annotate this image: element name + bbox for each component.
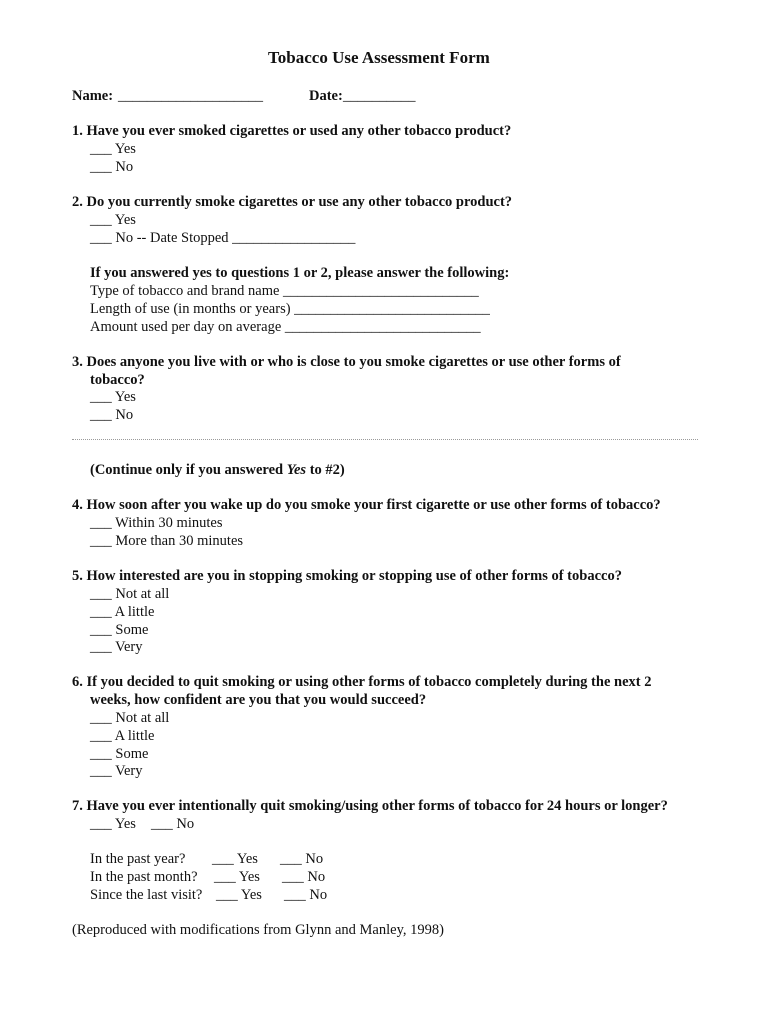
amount-per-day-field[interactable]: Amount used per day on average ___________________________ [90, 319, 481, 335]
last-visit-no[interactable]: ___ No [284, 887, 328, 903]
q2-option-yes[interactable]: ___ Yes [90, 212, 136, 228]
q6-option-a-little[interactable]: ___ A little [90, 728, 155, 744]
last-visit-yes[interactable]: ___ Yes [216, 887, 262, 903]
date-field[interactable]: __________ [343, 88, 416, 104]
q4-option-within-30[interactable]: ___ Within 30 minutes [90, 515, 223, 531]
past-year-label: In the past year? [90, 851, 186, 867]
tobacco-type-field[interactable]: Type of tobacco and brand name ___________________________ [90, 283, 479, 299]
date-label: Date: [309, 88, 343, 104]
q5-option-not-at-all[interactable]: ___ Not at all [90, 586, 170, 602]
past-year-yes[interactable]: ___ Yes [212, 851, 258, 867]
q5-option-some[interactable]: ___ Some [90, 622, 149, 638]
continue-note-after: to #2) [306, 462, 345, 478]
q6-option-some[interactable]: ___ Some [90, 746, 149, 762]
question-3: 3. Does anyone you live with or who is close to you smoke cigarettes or use other forms of [72, 354, 621, 370]
q3-option-no[interactable]: ___ No [90, 407, 134, 423]
continue-note [90, 461, 345, 479]
continue-note-italic: Yes [286, 462, 307, 478]
question-7: 7. Have you ever intentionally quit smoking/using other forms of tobacco for 24 hours or longer? [72, 798, 668, 814]
last-visit-label: Since the last visit? [90, 887, 203, 903]
question-3-continued: tobacco? [90, 372, 145, 388]
continue-note-before: (Continue only if you answered [90, 462, 287, 478]
length-of-use-field[interactable]: Length of use (in months or years) ___________________________ [90, 301, 490, 317]
past-month-yes[interactable]: ___ Yes [214, 869, 260, 885]
form-title: Tobacco Use Assessment Form [268, 48, 490, 67]
q1-option-yes[interactable]: ___ Yes [90, 141, 136, 157]
name-field[interactable]: ____________________ [118, 88, 263, 104]
question-2: 2. Do you currently smoke cigarettes or use any other tobacco product? [72, 194, 513, 210]
q5-option-very[interactable]: ___ Very [90, 639, 143, 655]
q1-option-no[interactable]: ___ No [90, 159, 134, 175]
question-6-continued: weeks, how confident are you that you would succeed? [90, 692, 427, 708]
q2-option-no-date-stopped[interactable]: ___ No -- Date Stopped _________________ [90, 230, 356, 246]
citation: (Reproduced with modifications from Glynn and Manley, 1998) [72, 922, 444, 938]
past-month-label: In the past month? [90, 869, 198, 885]
question-6: 6. If you decided to quit smoking or using other forms of tobacco completely during the next 2 [72, 674, 652, 690]
q3-option-yes[interactable]: ___ Yes [90, 389, 136, 405]
past-year-no[interactable]: ___ No [280, 851, 324, 867]
q4-option-more-than-30[interactable]: ___ More than 30 minutes [90, 533, 244, 549]
q6-option-very[interactable]: ___ Very [90, 763, 143, 779]
dotted-divider [72, 439, 698, 440]
q7-option-no[interactable]: ___ No [151, 816, 195, 832]
name-label: Name: [72, 88, 114, 104]
past-month-no[interactable]: ___ No [282, 869, 326, 885]
question-1: 1. Have you ever smoked cigarettes or used any other tobacco product? [72, 123, 512, 139]
q7-option-yes[interactable]: ___ Yes [90, 816, 136, 832]
question-4: 4. How soon after you wake up do you smoke your first cigarette or use other forms of tobacco? [72, 497, 661, 513]
q6-option-not-at-all[interactable]: ___ Not at all [90, 710, 170, 726]
followup-heading: If you answered yes to questions 1 or 2, please answer the following: [90, 265, 510, 281]
q5-option-a-little[interactable]: ___ A little [90, 604, 155, 620]
question-5: 5. How interested are you in stopping smoking or stopping use of other forms of tobacco? [72, 568, 622, 584]
